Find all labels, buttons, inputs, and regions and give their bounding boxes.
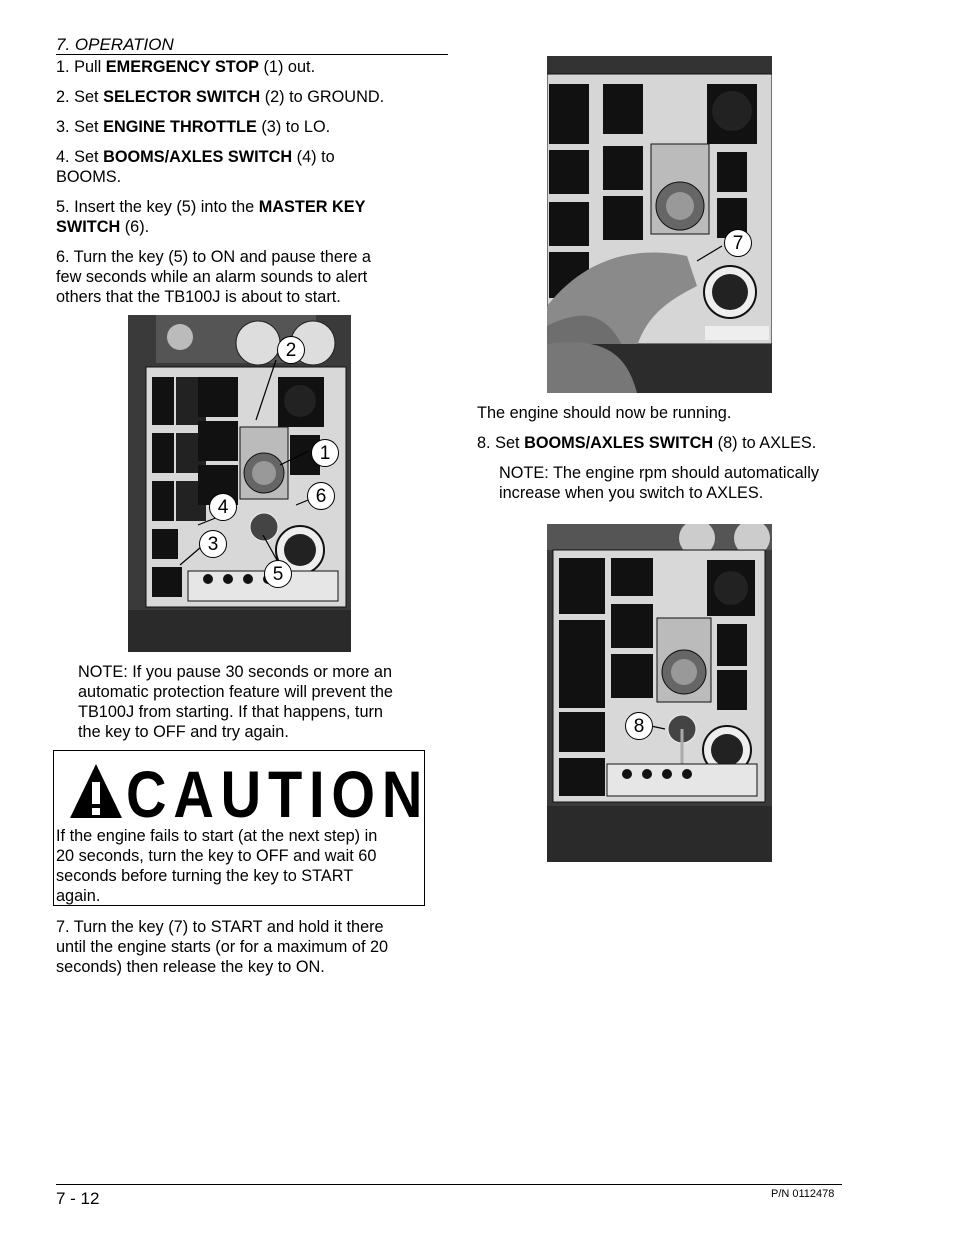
callout-3: 3 (199, 530, 227, 558)
engine-running-text: The engine should now be running. (477, 404, 732, 422)
step-8: 8. Set BOOMS/AXLES SWITCH (8) to AXLES. (477, 434, 817, 452)
step-4: 4. Set BOOMS/AXLES SWITCH (4) to BOOMS. (56, 148, 335, 186)
step-3: 3. Set ENGINE THROTTLE (3) to LO. (56, 118, 331, 136)
control-panel-photo-3 (547, 524, 772, 862)
callout-2: 2 (277, 336, 305, 364)
caution-heading: CAUTION (126, 757, 430, 831)
section-title: 7. OPERATION (56, 35, 448, 55)
note-pause: NOTE: If you pause 30 seconds or more an automatic protection feature will prevent the TB100J from starting. If that happens, turn the key to OFF and try again. (78, 663, 393, 741)
step-5: 5. Insert the key (5) into the MASTER KEY SWITCH (6). (56, 198, 366, 236)
callout-4: 4 (209, 493, 237, 521)
control-panel-photo-2 (547, 56, 772, 393)
footer-rule (56, 1184, 842, 1185)
step-2: 2. Set SELECTOR SWITCH (2) to GROUND. (56, 88, 385, 106)
callout-5: 5 (264, 560, 292, 588)
caution-text: If the engine fails to start (at the next step) in 20 seconds, turn the key to OFF and wait 60 seconds before turning the key to START again. (56, 827, 378, 905)
part-number: P/N 0112478 (771, 1188, 835, 1200)
warning-triangle-icon (68, 762, 124, 820)
step-1: 1. Pull EMERGENCY STOP (1) out. (56, 58, 316, 76)
callout-1: 1 (311, 439, 339, 467)
page-number: 7 - 12 (56, 1189, 100, 1208)
callout-6: 6 (307, 482, 335, 510)
callout-8: 8 (625, 712, 653, 740)
step-6: 6. Turn the key (5) to ON and pause there a few seconds while an alarm sounds to alert others that the TB100J is about to start. (56, 248, 371, 306)
step-7: 7. Turn the key (7) to START and hold it there until the engine starts (or for a maximum of 20 seconds) then release the key to ON. (56, 918, 389, 976)
callout-7: 7 (724, 229, 752, 257)
note-rpm: NOTE: The engine rpm should automatically increase when you switch to AXLES. (499, 464, 820, 502)
